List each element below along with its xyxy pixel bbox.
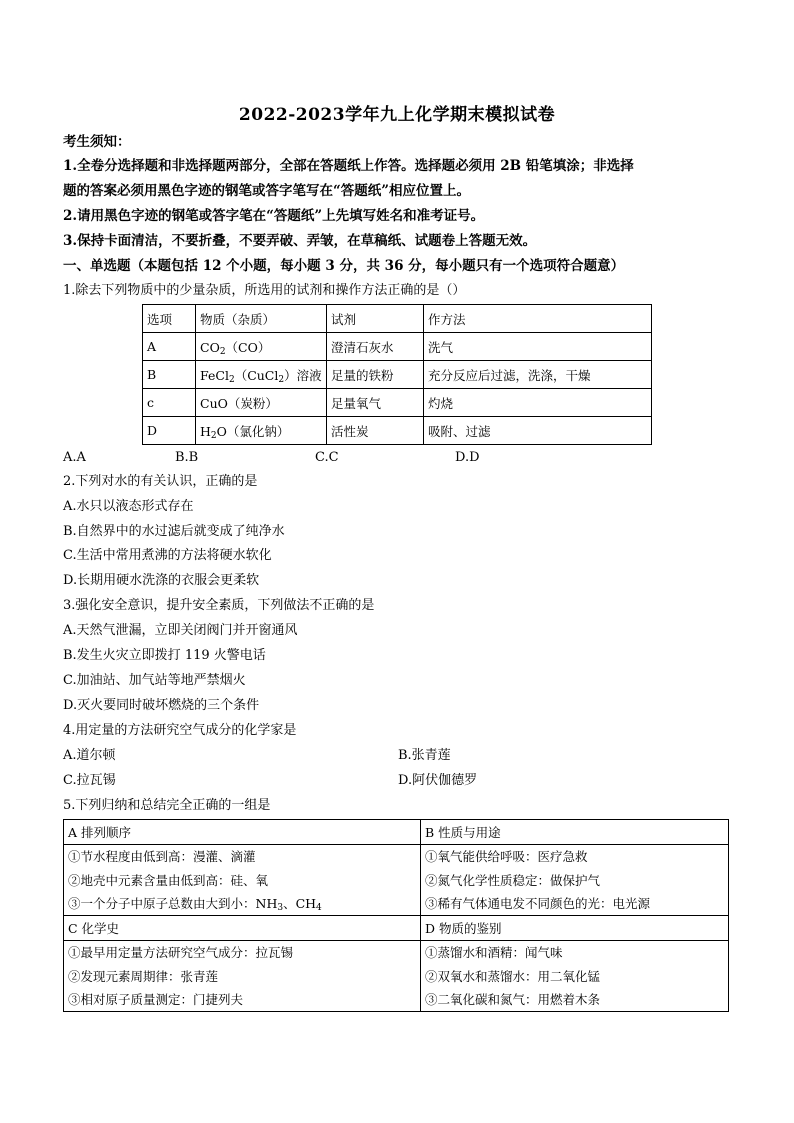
row-option: A: [143, 333, 196, 361]
row-reagent: 活性炭: [327, 417, 424, 445]
q4-option-c: C.拉瓦锡: [63, 773, 116, 788]
notice-item-1a: 1.全卷分选择题和非选择题两部分，全部在答题纸上作答。选择题必须用 2B 铅笔填涂；非选择: [63, 158, 634, 174]
cell-c-title: C 化学史: [64, 916, 421, 941]
q3-option-b: B.发生火灾立即拨打 119 火警电话: [63, 648, 266, 663]
row-substance: CuO（炭粉）: [196, 389, 327, 417]
header-method: 作方法: [424, 305, 652, 333]
q3-option-c: C.加油站、加气站等地严禁烟火: [63, 673, 246, 688]
q2-option-a: A.水只以液态形式存在: [63, 499, 194, 514]
question-3-stem: 3.强化安全意识，提升安全素质，下列做法不正确的是: [63, 598, 375, 613]
cell-a-title: A 排列顺序: [64, 820, 421, 845]
q4-option-a: A.道尔顿: [63, 748, 116, 763]
cell-b-item: ②氮气化学性质稳定：做保护气: [421, 868, 729, 892]
section-heading: 一、单选题（本题包括 12 个小题，每小题 3 分，共 36 分，每小题只有一个选项符合题意）: [63, 258, 625, 274]
q2-option-d: D.长期用硬水洗涤的衣服会更柔软: [63, 573, 260, 588]
header-option: 选项: [143, 305, 196, 333]
q2-option-c: C.生活中常用煮沸的方法将硬水软化: [63, 548, 272, 563]
q1-choice-b: B.B: [175, 450, 199, 465]
q2-option-b: B.自然界中的水过滤后就变成了纯净水: [63, 524, 285, 539]
cell-c-item: ③相对原子质量测定：门捷列夫: [64, 988, 421, 1012]
header-substance: 物质（杂质）: [196, 305, 327, 333]
row-substance: $CO_2(CO)$: [196, 333, 327, 361]
question-1-stem: 1.除去下列物质中的少量杂质，所选用的试剂和操作方法正确的是（）: [63, 283, 466, 298]
cell-c-item: ②发现元素周期律：张青莲: [64, 964, 421, 988]
question-4-stem: 4.用定量的方法研究空气成分的化学家是: [63, 723, 297, 738]
cell-a-item: ③一个分子中原子总数由大到小：$NH_3$、$CH_4$: [64, 892, 421, 916]
row-reagent: 足量氧气: [327, 389, 424, 417]
cell-d-title: D 物质的鉴别: [421, 916, 729, 941]
q4-option-b: B.张青莲: [398, 748, 451, 763]
row-method: 吸附、过滤: [424, 417, 652, 445]
cell-a-item: ②地壳中元素含量由低到高：硅、氧: [64, 868, 421, 892]
row-method: 洗气: [424, 333, 652, 361]
cell-b-title: B 性质与用途: [421, 820, 729, 845]
row-option: B: [143, 361, 196, 389]
table-header-row: [143, 305, 652, 333]
notice-heading: 考生须知：: [63, 134, 131, 150]
notice-item-1b: 题的答案必须用黑色字迹的钢笔或答字笔写在“答题纸”相应位置上。: [63, 183, 471, 199]
question-1-table: [142, 304, 652, 445]
notice-item-3: 3.保持卡面清洁，不要折叠，不要弄破、弄皱，在草稿纸、试题卷上答题无效。: [63, 233, 537, 249]
cell-b-item: ①氧气能供给呼吸：医疗急救: [421, 844, 729, 868]
header-reagent: 试剂: [327, 305, 424, 333]
row-option: c: [143, 389, 196, 417]
table-row: [143, 417, 652, 445]
row-reagent: 澄清石灰水: [327, 333, 424, 361]
question-5-table: [63, 819, 729, 1012]
cell-d-item: ②双氧水和蒸馏水：用二氧化锰: [421, 964, 729, 988]
question-2-stem: 2.下列对水的有关认识，正确的是: [63, 474, 258, 489]
row-substance: FeCl$_2$（CuCl$_2$）溶液: [196, 361, 327, 389]
page-title: 2022-2023学年九上化学期末模拟试卷: [238, 105, 556, 125]
q3-option-a: A.天然气泄漏，立即关闭阀门并开窗通风: [63, 623, 298, 638]
cell-d-item: ③二氧化碳和氮气：用燃着木条: [421, 988, 729, 1012]
q1-choice-a: A.A: [63, 450, 86, 465]
row-substance: $H_2O$（氯化钠）: [196, 417, 327, 445]
q1-choice-d: D.D: [455, 450, 480, 465]
row-reagent: 足量的铁粉: [327, 361, 424, 389]
cell-d-item: ①蒸馏水和酒精：闻气味: [421, 940, 729, 964]
table-row: [143, 389, 652, 417]
table-row: [143, 361, 652, 389]
row-method: 充分反应后过滤，洗涤，干燥: [424, 361, 652, 389]
q4-option-d: D.阿伏伽德罗: [398, 773, 478, 788]
cell-c-item: ①最早用定量方法研究空气成分：拉瓦锡: [64, 940, 421, 964]
question-5-stem: 5.下列归纳和总结完全正确的一组是: [63, 798, 271, 813]
q1-choice-c: C.C: [315, 450, 339, 465]
notice-item-2: 2.请用黑色字迹的钢笔或答字笔在“答题纸”上先填写姓名和准考证号。: [63, 208, 485, 224]
q3-option-d: D.灭火要同时破坏燃烧的三个条件: [63, 698, 260, 713]
cell-b-item: ③稀有气体通电发不同颜色的光：电光源: [421, 892, 729, 916]
row-method: 灼烧: [424, 389, 652, 417]
cell-a-item: ①节水程度由低到高：漫灌、滴灌: [64, 844, 421, 868]
table-row: [143, 333, 652, 361]
row-option: D: [143, 417, 196, 445]
